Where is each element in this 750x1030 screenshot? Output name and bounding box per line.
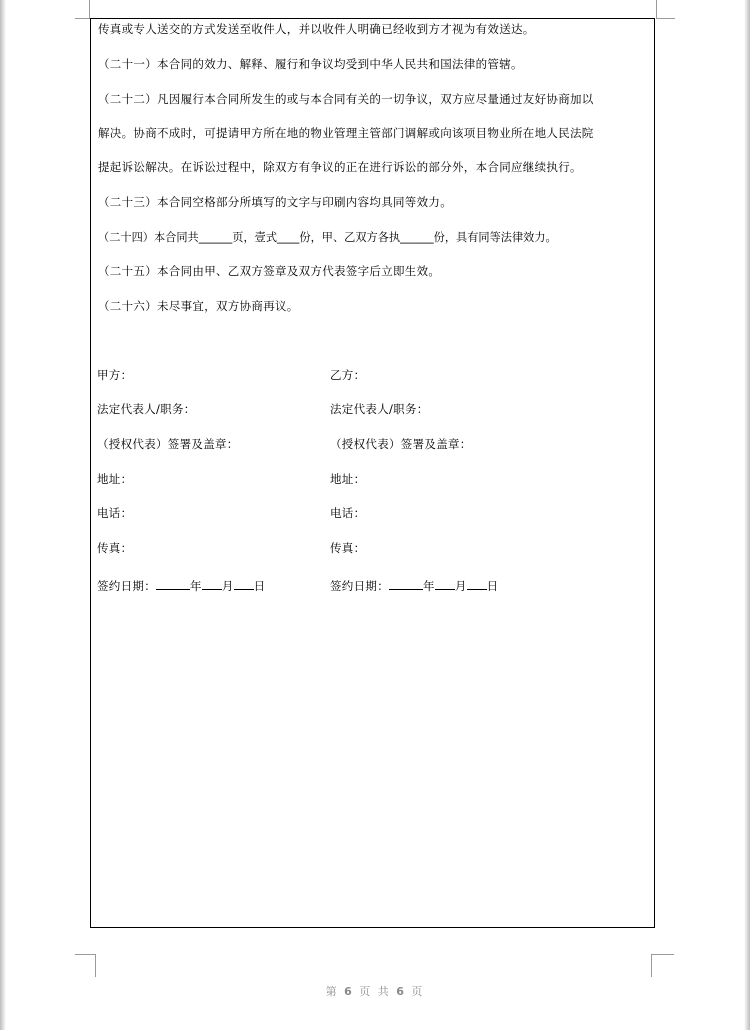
viewport-shadow-right: [744, 0, 750, 1030]
clause-22-line-3: 提起诉讼解决。在诉讼过程中，除双方有争议的正在进行诉讼的部分外，本合同应继续执行。: [98, 160, 582, 174]
clause-26: （二十六）未尽事宜，双方协商再议。: [98, 299, 299, 313]
party-b-label: 乙方：: [330, 368, 366, 382]
clause-25: （二十五）本合同由甲、乙双方签章及双方代表签字后立即生效。: [98, 264, 441, 278]
viewport-shadow-left: [0, 0, 6, 1030]
party-b-year-blank: [389, 578, 423, 590]
party-b-date-label: 签约日期：: [330, 579, 389, 593]
party-a-month: 月: [221, 579, 234, 593]
footer-prefix: 第: [325, 985, 339, 998]
footer-middle: 页 共: [359, 985, 391, 998]
party-b-address: 地址：: [330, 472, 366, 486]
party-a-legal-rep: 法定代表人/职务：: [97, 402, 196, 416]
crop-mark-bottom-right: [651, 954, 674, 977]
party-b-day-blank: [467, 578, 487, 590]
party-b-year: 年: [423, 579, 435, 593]
party-b-authorized: （授权代表）签署及盖章：: [330, 437, 472, 451]
party-b-phone: 电话：: [330, 506, 366, 520]
footer-current-page: 6: [344, 985, 354, 998]
party-b-sign-date: [330, 578, 498, 594]
page-border: [90, 18, 655, 928]
party-b-month-blank: [435, 578, 455, 590]
crop-mark-top-left: [75, 0, 90, 19]
crop-mark-top-right: [656, 0, 675, 19]
clause-23: （二十三）本合同空格部分所填写的文字与印刷内容均具同等效力。: [98, 195, 452, 209]
party-a-day: 日: [253, 579, 266, 593]
party-a-label: 甲方：: [97, 368, 133, 382]
clause-22-line-1: （二十二）凡因履行本合同所发生的或与本合同有关的一切争议，双方应尽量通过友好协商加以: [98, 92, 594, 106]
party-a-date-label: 签约日期：: [97, 579, 156, 593]
crop-mark-bottom-left: [75, 954, 96, 977]
party-b-day: 日: [486, 579, 499, 593]
footer-suffix: 页: [411, 985, 425, 998]
party-b-legal-rep: 法定代表人/职务：: [330, 402, 429, 416]
party-a-day-blank: [234, 578, 254, 590]
party-a-phone: 电话：: [97, 506, 133, 520]
party-a-sign-date: [97, 578, 265, 594]
clause-24: （二十四）本合同共______页，壹式____份，甲、乙双方各执______份，具有同等法律效力。: [98, 231, 557, 244]
clause-22-line-2: 解决。协商不成时，可提请甲方所在地的物业管理主管部门调解或向该项目物业所在地人民法院: [98, 126, 594, 140]
footer-total-pages: 6: [396, 985, 406, 998]
party-b-month: 月: [454, 579, 467, 593]
party-a-address: 地址：: [97, 472, 133, 486]
party-a-authorized: （授权代表）签署及盖章：: [97, 437, 239, 451]
party-a-month-blank: [202, 578, 222, 590]
party-a-year-blank: [156, 578, 190, 590]
party-a-fax: 传真：: [97, 541, 133, 555]
party-a-year: 年: [190, 579, 202, 593]
party-b-fax: 传真：: [330, 541, 366, 555]
clause-21: （二十一）本合同的效力、解释、履行和争议均受到中华人民共和国法律的管辖。: [98, 57, 523, 71]
paragraph-line-1: 传真或专人送交的方式发送至收件人，并以收件人明确已经收到方才视为有效送达。: [98, 22, 535, 36]
page-number-footer: [0, 983, 750, 999]
